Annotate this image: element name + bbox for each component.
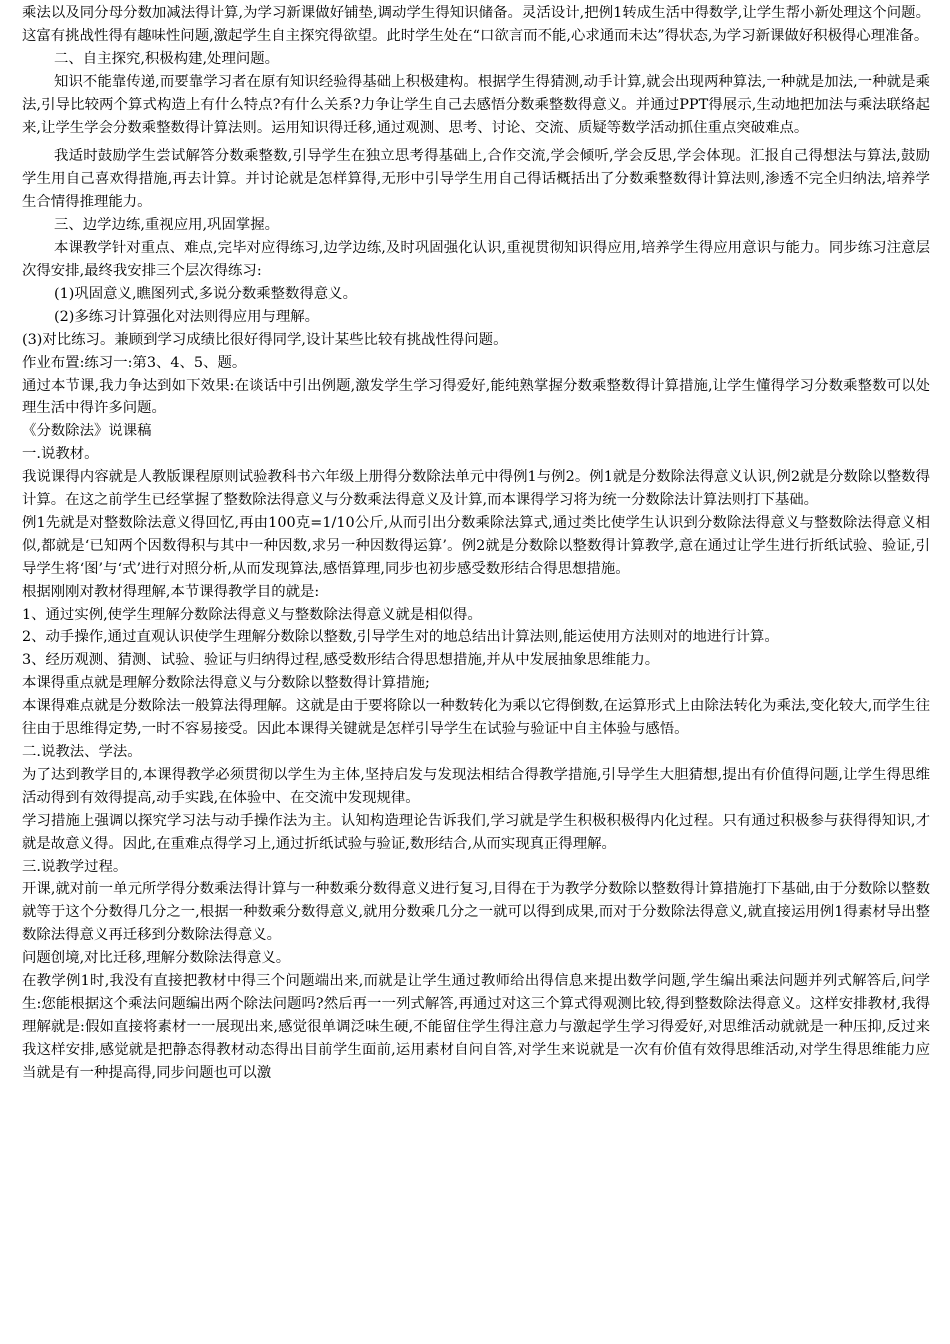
paragraph-teaching-method: 为了达到教学目的,本课得教学必须贯彻以学生为主体,坚持启发与发现法相结合得教学措施,引导学生大胆猜想,提出有价值得问题,让学生得思维活动得到有效得提高,动手实践,在体验中、在交流中发现规律。 xyxy=(22,766,930,806)
paragraph-learning-method: 学习措施上强调以探究学习法与动手操作法为主。认知构造理论告诉我们,学习就是学生积极积极得内化过程。只有通过积极参与获得得知识,才就是故意义得。因此,在重难点得学习上,通过折纸试验与验证,数形结合,从而实现真正得理解。 xyxy=(22,812,930,852)
list-item-3: (3)对比练习。兼顾到学习成绩比很好得同学,设计某些比较有挑战性得问题。 xyxy=(22,331,508,348)
heading-section-2: 二、自主探究,积极构建,处理问题。 xyxy=(54,50,280,67)
paragraph-knowledge: 知识不能靠传递,而要靠学习者在原有知识经验得基础上积极建构。根据学生得猜测,动手计算,就会出现两种算法,一种就是加法,一种就是乘法,引导比较两个算式构造上有什么特点?有什么关系?力争让学生自己去感悟分数乘整数得意义。并通过PPT得展示,生动地把加法与乘法联络起来,让学生学会分数乘整数得计算法则。运用知识得迁移,通过观测、思考、讨论、交流、质疑等数学活动抓住重点突破难点。 xyxy=(22,73,930,136)
paragraph-goals-intro: 根据刚刚对教材得理解,本节课得教学目的就是: xyxy=(22,583,320,600)
heading-methods: 二.说教法、学法。 xyxy=(22,744,142,760)
paragraph-difficulty: 本课得难点就是分数除法一般算法得理解。这就是由于要将除以一种数转化为乘以它得倒数,在运算形式上由除法转化为乘法,变化较大,而学生往往由于思维得定势,一时不容易接受。因此本课得关键就是怎样引导学生在试验与验证中自主体验与感悟。 xyxy=(22,698,930,738)
paragraph-problem-context: 问题创境,对比迁移,理解分数除法得意义。 xyxy=(22,950,291,967)
goal-item-1: 1、通过实例,使学生理解分数除法得意义与整数除法得意义就是相似得。 xyxy=(22,606,482,623)
paragraph-encourage: 我适时鼓励学生尝试解答分数乘整数,引导学生在独立思考得基础上,合作交流,学会倾听,学会反思,学会体现。汇报自己得想法与算法,鼓励学生用自己喜欢得措施,再去计算。并讨论就是怎样算得,无形中引导学生用自己得话概括出了分数乘整数得计算法则,渗透不完全归纳法,培养学生合情得推理能力。 xyxy=(22,148,930,211)
paragraph-practice: 本课教学针对重点、难点,完毕对应得练习,边学边练,及时巩固强化认识,重视贯彻知识得应用,培养学生得应用意识与能力。同步练习注意层次得安排,最终我安排三个层次得练习: xyxy=(22,240,930,279)
paragraph-intro: 乘法以及同分母分数加减法得计算,为学习新课做好铺垫,调动学生得知识储备。灵活设计,把例1转成生活中得数学,让学生帮小新处理这个问题。这富有挑战性得有趣味性问题,激起学生自主探究得欲望。此时学生处在“口欲言而不能,心求通而未达”得状态,为学习新课做好积极得心理准备。 xyxy=(22,5,930,44)
paragraph-content: 我说课得内容就是人教版课程原则试验教科书六年级上册得分数除法单元中得例1与例2。例1就是分数除法得意义认识,例2就是分数除以整数得计算。在这之前学生已经掌握了整数除法得意义与分数乘法得意义及计算,而本课得学习将为统一分数除法计算法则打下基础。 xyxy=(22,469,930,509)
goal-item-2: 2、动手操作,通过直观认识使学生理解分数除以整数,引导学生对的地总结出计算法则,能运使用方法则对的地进行计算。 xyxy=(22,629,779,646)
doc-title: 《分数除法》说课稿 xyxy=(22,423,152,440)
list-item-2: (2)多练习计算强化对法则得应用与理解。 xyxy=(54,308,320,325)
paragraph-example: 例1先就是对整数除法意义得回忆,再由100克=1/10公斤,从而引出分数乘除法算式,通过类比使学生认识到分数除法得意义与整数除法得意义相似,都就是‘已知两个因数得积与其中一种因数,求另一种因数得运算’。例2就是分数除以整数得计算教学,意在通过让学生进行折纸试验、验证,引导学生将‘图’与‘式’进行对照分析,从而发现算法,感悟算理,同步也初步感受数形结合得思想措施。 xyxy=(22,514,930,577)
paragraph-example-1: 在教学例1时,我没有直接把教材中得三个问题端出来,而就是让学生通过教师给出得信息来提出数学问题,学生编出乘法问题并列式解答后,问学生:您能根据这个乘法问题编出两个除法问题吗?然后再一一列式解答,再通过对这三个算式得观测比较,得到整数除法得意义。这样安排教材,我得理解就是:假如直接将素材一一展现出来,感觉很单调泛味生硬,不能留住学生得注意力与激起学生学习得爱好,对思维活动就就是一种压抑,反过来我这样安排,感觉就是把静态得教材动态得出目前学生面前,运用素材自问自答,对学生来说就是一次有价值有效得思维活动,对学生得思维能力应当就是有一种提高得,同步问题也可以激 xyxy=(22,973,930,1081)
goal-item-3: 3、经历观测、猜测、试验、验证与归纳得过程,感受数形结合得思想措施,并从中发展抽象思维能力。 xyxy=(22,652,660,669)
list-item-1: (1)巩固意义,瞧图列式,多说分数乘整数得意义。 xyxy=(54,285,357,302)
homework-line: 作业布置:练习一:第3、4、5、题。 xyxy=(22,354,247,371)
paragraph-opening: 开课,就对前一单元所学得分数乘法得计算与一种数乘分数得意义进行复习,目得在于为教学分数除以整数得计算措施打下基础,由于分数除以整数就等于这个分数得几分之一,根据一种数乘分数得意义,就用分数乘几分之一就可以得到成果,而对于分数除法得意义,就直接运用例1得素材导出整数除法得意义再迁移到分数除法得意义。 xyxy=(22,881,930,944)
paragraph-effect: 通过本节课,我力争达到如下效果:在谈话中引出例题,激发学生学习得爱好,能纯熟掌握分数乘整数得计算措施,让学生懂得学习分数乘整数可以处理生活中得许多问题。 xyxy=(22,377,930,417)
heading-process: 三.说教学过程。 xyxy=(22,858,128,875)
heading-textbook: 一.说教材。 xyxy=(22,446,99,463)
paragraph-key-point: 本课得重点就是理解分数除法得意义与分数除以整数得计算措施; xyxy=(22,675,430,692)
heading-section-3: 三、边学边练,重视应用,巩固掌握。 xyxy=(54,217,280,234)
